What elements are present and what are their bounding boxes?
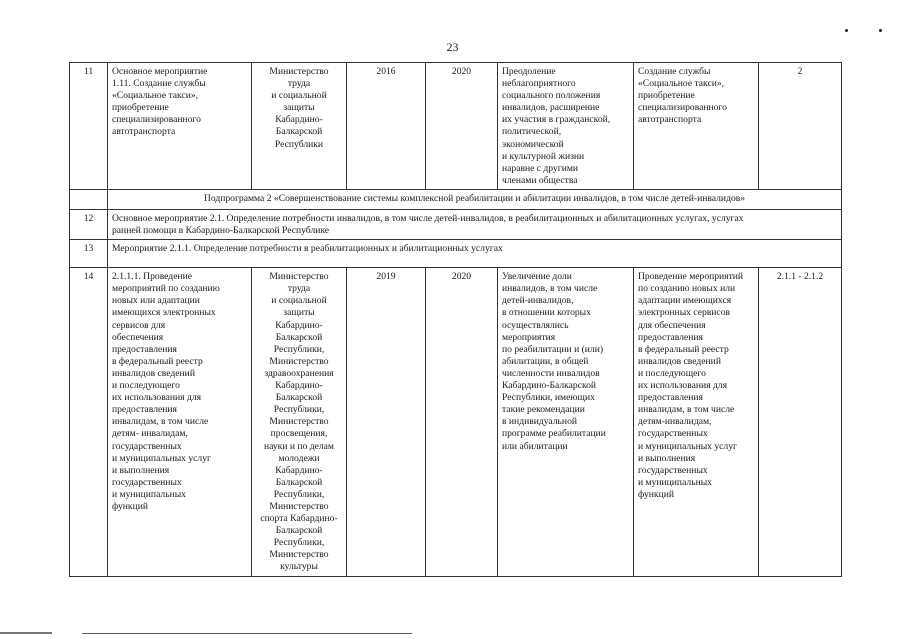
note-cell: Проведение мероприятий по созданию новых или адаптации имеющихся электронных сервисов для обеспечения предоставления в федеральный реестр инвалидов сведений и последующего их использования для предоставления инвалидам, в том числе детям-инвалидам, государственных и муниципальных услуг и выполнения государственных и муниципальных функций — [634, 268, 759, 577]
note-cell: Создание службы «Социальное такси», приобретение специализированного автотранспорта — [634, 63, 759, 190]
end-year-cell: 2020 — [426, 268, 498, 577]
scan-speck — [879, 29, 882, 32]
executor-cell: Министерство труда и социальной защиты Кабардино- Балкарской Республики, Министерство здравоохранения Кабардино- Балкарской Республики, Министерство просвещения, науки и по делам молодежи Кабардино- Балкарской Республики, Министерство спорта Кабардино- Балкарской Республики, Министерство культуры — [252, 268, 347, 577]
start-year-cell: 2019 — [347, 268, 426, 577]
empty-cell — [70, 190, 108, 210]
row-number: 13 — [70, 240, 108, 268]
start-year-cell: 2016 — [347, 63, 426, 190]
table-row — [70, 268, 842, 577]
scan-speck — [845, 29, 848, 32]
scan-edge-mark — [0, 632, 52, 634]
subprogram-row — [70, 190, 842, 210]
table-row — [70, 63, 842, 190]
activity-cell: Основное мероприятие 1.11. Создание службы «Социальное такси», приобретение специализированного автотранспорта — [108, 63, 252, 190]
link-cell: 2.1.1 - 2.1.2 — [759, 268, 842, 577]
footnote-divider — [82, 633, 412, 634]
activity-title-cell: Мероприятие 2.1.1. Определение потребности в реабилитационных и абилитационных услугах — [108, 240, 842, 268]
result-cell: Увеличение доли инвалидов, в том числе детей-инвалидов, в отношении которых осуществлялись мероприятия по реабилитации и (или) абилитации, в общей численности инвалидов Кабардино-Балкарской Республики, имеющих такие рекомендации в индивидуальной программе реабилитации или абилитации — [498, 268, 634, 577]
measures-table — [69, 62, 842, 577]
table-row — [70, 240, 842, 268]
row-number: 12 — [70, 210, 108, 240]
row-number: 14 — [70, 268, 108, 577]
page-number: 23 — [446, 40, 459, 54]
end-year-cell: 2020 — [426, 63, 498, 190]
result-cell: Преодоление неблагоприятного социального положения инвалидов, расширение их участия в гражданской, политической, экономической и культурной жизни наравне с другими членами общества — [498, 63, 634, 190]
activity-cell: 2.1.1.1. Проведение мероприятий по созданию новых или адаптации имеющихся электронных сервисов для обеспечения предоставления в федеральный реестр инвалидов сведений и последующего их использования для предоставления инвалидам, в том числе детям- инвалидам, государственных и муниципальных услуг и выполнения государственных и муниципальных функций — [108, 268, 252, 577]
link-cell: 2 — [759, 63, 842, 190]
main-activity-cell: Основное мероприятие 2.1. Определение потребности инвалидов, в том числе детей-инвалидов, в реабилитационных и абилитационных услугах, услугах ранней помощи в Кабардино-Балкарской Республике — [108, 210, 842, 240]
row-number: 11 — [70, 63, 108, 190]
table-row — [70, 210, 842, 240]
subprogram-title: Подпрограмма 2 «Совершенствование системы комплексной реабилитации и абилитации инвалидов, в том числе детей-инвалидов» — [108, 190, 842, 210]
executor-cell: Министерство труда и социальной защиты Кабардино- Балкарской Республики — [252, 63, 347, 190]
